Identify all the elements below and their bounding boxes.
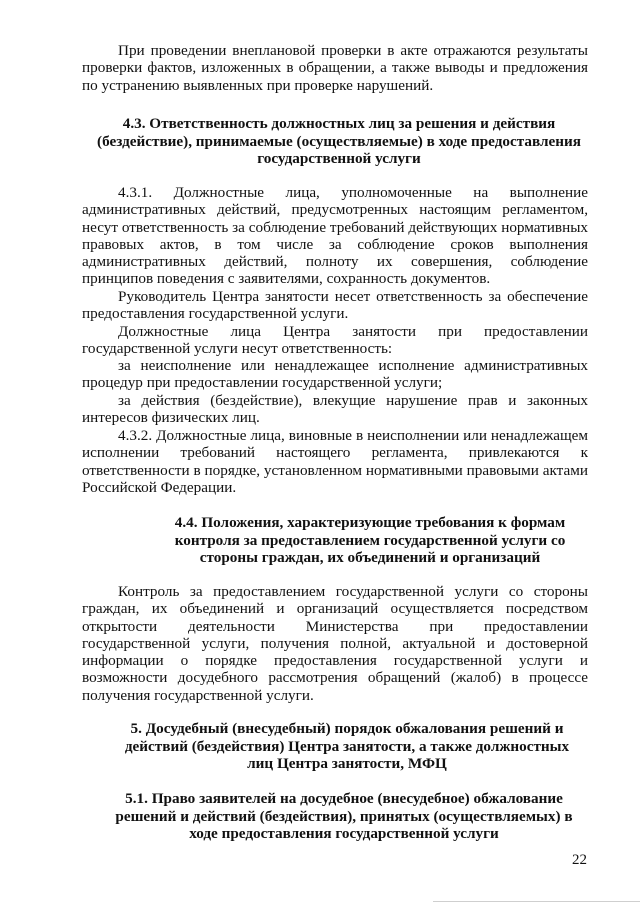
page-number: 22 xyxy=(572,852,587,868)
heading-section-5: 5. Досудебный (внесудебный) порядок обжалования решений и действий (бездействия) Центра занятости, а также должностных лиц Центра занятости, МФЦ xyxy=(124,720,570,772)
paragraph-nonfulfillment: за неисполнение или ненадлежащее исполнение административных процедур при предоставлении государственной услуги; xyxy=(82,357,588,392)
paragraph-4-3-2: 4.3.2. Должностные лица, виновные в неисполнении или ненадлежащем исполнении требований настоящего регламента, привлекаются к ответственности в порядке, установленном нормативными правовыми актами Российской Федерации. xyxy=(82,427,588,496)
heading-4-3: 4.3. Ответственность должностных лиц за решения и действия (бездействие), принимаемые (осуществляемые) в ходе предоставления государственной услуги xyxy=(97,115,581,167)
paragraph-actions: за действия (бездействие), влекущие нарушение прав и законных интересов физических лиц. xyxy=(82,392,588,427)
paragraph-4-3-1: 4.3.1. Должностные лица, уполномоченные на выполнение административных действий, предусмотренных настоящим регламентом, несут ответственность за соблюдение требований действующих нормативных правовых актов, в том числе за соблюдение сроков выполнения административных действий, полноту их совершения, соблюдение принципов поведения с заявителями, сохранность документов. xyxy=(82,184,588,288)
heading-4-4: 4.4. Положения, характеризующие требования к формам контроля за предоставлением государственной услуги со стороны граждан, их объединений и организаций xyxy=(174,514,566,566)
heading-5-1: 5.1. Право заявителей на досудебное (внесудебное) обжалование решений и действий (бездействия), принятых (осуществляемых) в ходе предоставления государственной услуги xyxy=(115,790,573,842)
paragraph-intro: При проведении внеплановой проверки в акте отражаются результаты проверки фактов, изложенных в обращении, а также выводы и предложения по устранению выявленных при проверке нарушений. xyxy=(82,42,588,94)
paragraph-officials: Должностные лица Центра занятости при предоставлении государственной услуги несут ответственность: xyxy=(82,323,588,358)
bottom-edge-line xyxy=(433,901,640,902)
paragraph-control: Контроль за предоставлением государственной услуги со стороны граждан, их объединений и организаций осуществляется посредством открытости деятельности Министерства при предоставлении государственной услуги, получения полной, актуальной и достоверной информации о порядке предоставления государственной услуги и возможности досудебного рассмотрения обращений (жалоб) в процессе получения государственной услуги. xyxy=(82,583,588,704)
paragraph-head-responsibility: Руководитель Центра занятости несет ответственность за обеспечение предоставления государственной услуги. xyxy=(82,288,588,323)
